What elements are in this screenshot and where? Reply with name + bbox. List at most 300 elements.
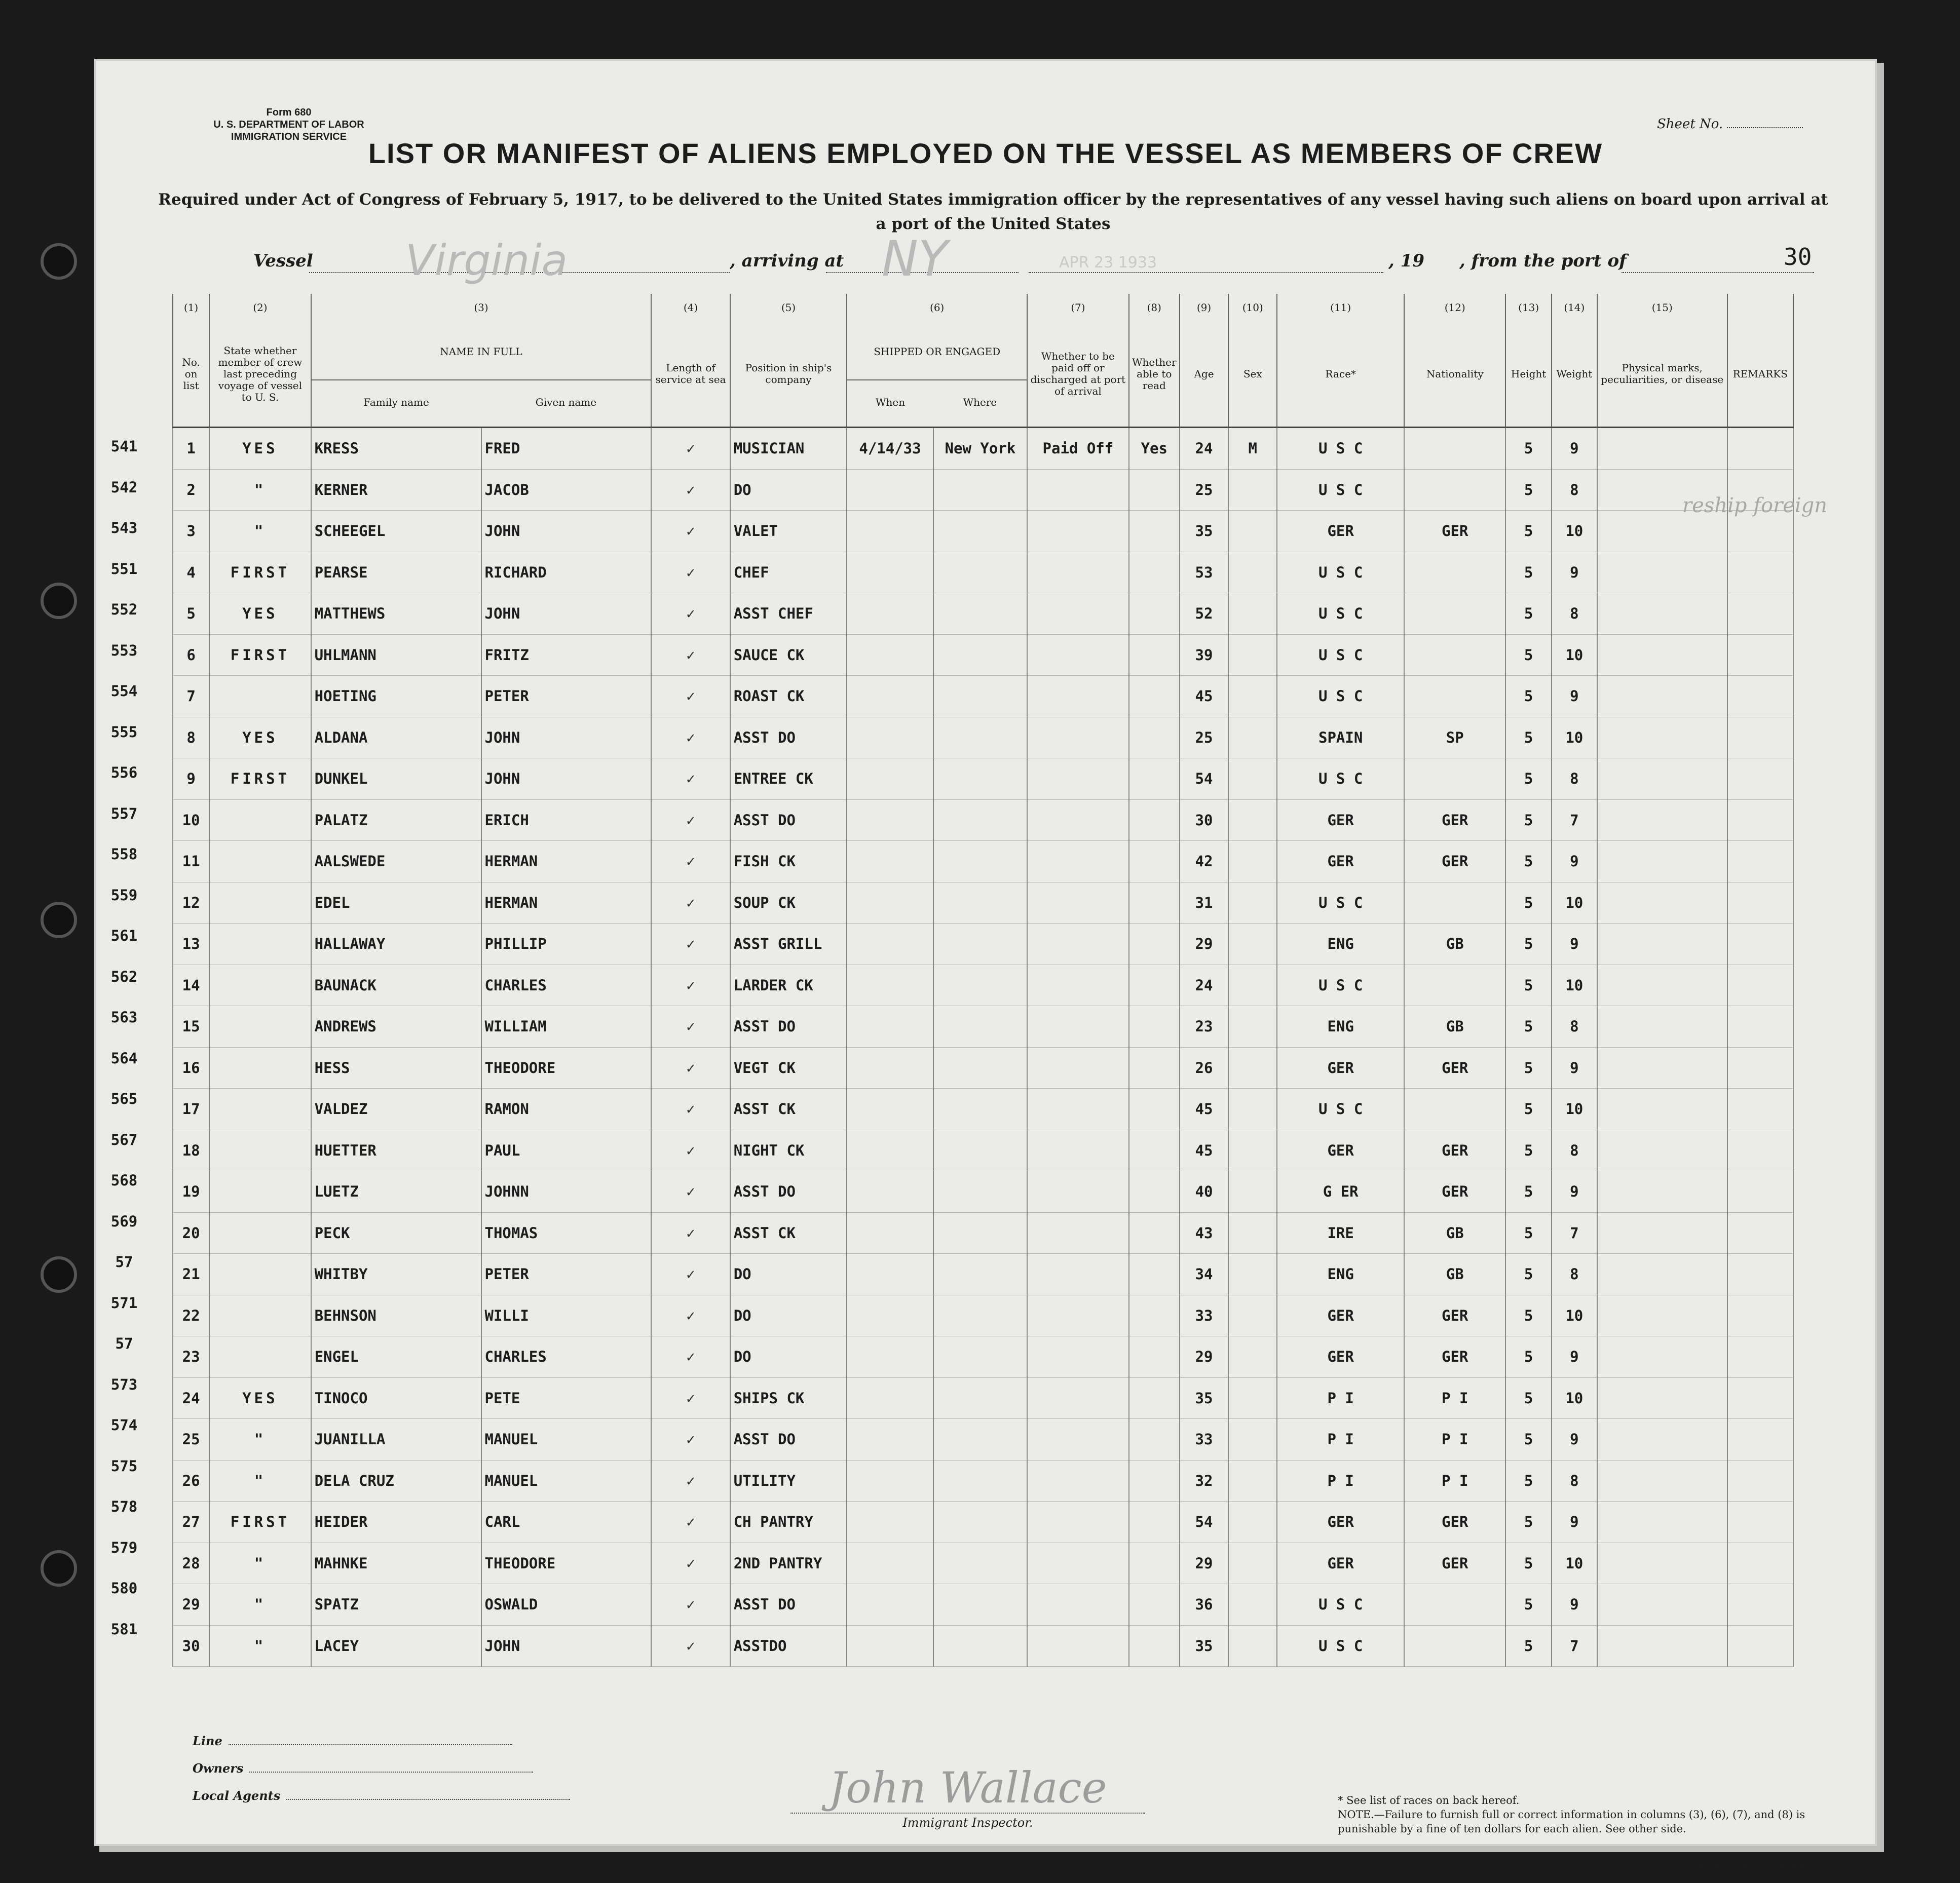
shipped-when — [847, 1295, 933, 1336]
race: ENG — [1277, 1254, 1404, 1295]
col-num-12: (12) — [1404, 294, 1506, 321]
row-reference-number: 568 — [110, 1172, 138, 1189]
sex — [1228, 758, 1277, 800]
service-check: ✓ — [651, 469, 730, 511]
prior-voyage-status — [209, 882, 311, 924]
position: ASST CK — [730, 1089, 847, 1130]
age: 30 — [1180, 799, 1228, 841]
age: 43 — [1180, 1212, 1228, 1254]
position: ASST DO — [730, 717, 847, 758]
shipped-when — [847, 1336, 933, 1378]
line-underline — [229, 1744, 512, 1745]
shipped-where: New York — [933, 428, 1027, 470]
remarks — [1727, 799, 1793, 841]
table-row — [173, 841, 1793, 882]
shipped-when — [847, 1171, 933, 1213]
weight: 10 — [1552, 511, 1597, 552]
header-name-in-full — [311, 321, 652, 428]
prior-voyage-status: FIRST — [209, 758, 311, 800]
prior-voyage-status — [209, 1006, 311, 1048]
physical-marks — [1597, 593, 1727, 635]
nationality: P I — [1404, 1419, 1506, 1461]
family-name: HALLAWAY — [311, 924, 481, 965]
sex — [1228, 1295, 1277, 1336]
family-name: SPATZ — [311, 1584, 481, 1626]
paid-off — [1027, 1212, 1129, 1254]
race: GER — [1277, 841, 1404, 882]
nationality: GER — [1404, 1171, 1506, 1213]
nationality: GER — [1404, 1502, 1506, 1543]
header-physical-marks: Physical marks, peculiarities, or disease — [1597, 321, 1727, 428]
weight: 10 — [1552, 717, 1597, 758]
age: 29 — [1180, 1543, 1228, 1584]
age: 29 — [1180, 1336, 1228, 1378]
position: ASST DO — [730, 1584, 847, 1626]
able-to-read — [1129, 965, 1180, 1006]
age: 25 — [1180, 717, 1228, 758]
prior-voyage-status — [209, 1047, 311, 1089]
row-reference-number: 542 — [110, 478, 138, 496]
shipped-when — [847, 1130, 933, 1171]
family-name: KERNER — [311, 469, 481, 511]
prior-voyage-status: FIRST — [209, 1502, 311, 1543]
physical-marks — [1597, 1419, 1727, 1461]
row-number: 11 — [173, 841, 209, 882]
weight: 9 — [1552, 552, 1597, 593]
shipped-when — [847, 469, 933, 511]
footnote-penalty: NOTE.—Failure to furnish full or correct information in columns (3), (6), (7), and (8) is punishable by a fine of ten dollars for each alien. See other side. — [1338, 1809, 1805, 1835]
paid-off — [1027, 1502, 1129, 1543]
paid-off — [1027, 717, 1129, 758]
shipped-where — [933, 1130, 1027, 1171]
table-row — [173, 469, 1793, 511]
table-row — [173, 758, 1793, 800]
header-height: Height — [1505, 321, 1551, 428]
nationality: GER — [1404, 1295, 1506, 1336]
able-to-read — [1129, 1625, 1180, 1667]
manifest-sheet — [96, 61, 1875, 1870]
paid-off — [1027, 1377, 1129, 1419]
sex — [1228, 1130, 1277, 1171]
height: 5 — [1505, 882, 1551, 924]
shipped-where — [933, 676, 1027, 717]
remarks — [1727, 428, 1793, 470]
prior-voyage-status — [209, 841, 311, 882]
row-reference-number: 557 — [110, 804, 138, 822]
position: CH PANTRY — [730, 1502, 847, 1543]
weight: 10 — [1552, 882, 1597, 924]
row-number: 1 — [173, 428, 209, 470]
paid-off — [1027, 1089, 1129, 1130]
weight: 9 — [1552, 841, 1597, 882]
paid-off — [1027, 1047, 1129, 1089]
race: GER — [1277, 1336, 1404, 1378]
shipped-when — [847, 1377, 933, 1419]
prior-voyage-status: " — [209, 1543, 311, 1584]
row-number: 14 — [173, 965, 209, 1006]
race: GER — [1277, 1047, 1404, 1089]
physical-marks — [1597, 1543, 1727, 1584]
row-number: 13 — [173, 924, 209, 965]
nationality: GER — [1404, 1130, 1506, 1171]
position: ASST CK — [730, 1212, 847, 1254]
col-num-3: (3) — [311, 294, 652, 321]
shipped-when — [847, 511, 933, 552]
service-check: ✓ — [651, 924, 730, 965]
col-num-6: (6) — [847, 294, 1027, 321]
position: DO — [730, 1295, 847, 1336]
prior-voyage-status: " — [209, 469, 311, 511]
column-numbers-row — [173, 294, 1793, 321]
table-row — [173, 1377, 1793, 1419]
nationality — [1404, 1089, 1506, 1130]
prior-voyage-status: " — [209, 1625, 311, 1667]
weight: 9 — [1552, 1171, 1597, 1213]
sheet-no-field — [1657, 117, 1803, 132]
height: 5 — [1505, 1584, 1551, 1626]
row-number: 3 — [173, 511, 209, 552]
service-check: ✓ — [651, 1377, 730, 1419]
race: P I — [1277, 1460, 1404, 1502]
shipped-where — [933, 882, 1027, 924]
physical-marks — [1597, 1130, 1727, 1171]
shipped-when — [847, 1584, 933, 1626]
able-to-read — [1129, 1377, 1180, 1419]
shipped-where — [933, 1502, 1027, 1543]
given-name: JACOB — [481, 469, 652, 511]
header-no-on-list: No. on list — [173, 321, 209, 428]
nationality — [1404, 593, 1506, 635]
shipped-label: SHIPPED OR ENGAGED — [847, 324, 1027, 380]
header-nationality: Nationality — [1404, 321, 1506, 428]
owners-field — [193, 1755, 570, 1782]
height: 5 — [1505, 552, 1551, 593]
family-name: LUETZ — [311, 1171, 481, 1213]
paid-off — [1027, 1130, 1129, 1171]
remarks — [1727, 634, 1793, 676]
header-state-member: State whether member of crew last preceding voyage of vessel to U. S. — [209, 321, 311, 428]
service-check: ✓ — [651, 593, 730, 635]
able-to-read — [1129, 552, 1180, 593]
header-position: Position in ship's company — [730, 321, 847, 428]
height: 5 — [1505, 1460, 1551, 1502]
col-num-9: (9) — [1180, 294, 1228, 321]
weight: 10 — [1552, 1295, 1597, 1336]
position: ENTREE CK — [730, 758, 847, 800]
nationality: GER — [1404, 799, 1506, 841]
shipped-where — [933, 1047, 1027, 1089]
remarks — [1727, 1377, 1793, 1419]
able-to-read — [1129, 1171, 1180, 1213]
sex — [1228, 1460, 1277, 1502]
row-reference-number: 541 — [110, 438, 138, 455]
position: ROAST CK — [730, 676, 847, 717]
shipped-where — [933, 1584, 1027, 1626]
physical-marks — [1597, 428, 1727, 470]
paid-off — [1027, 1171, 1129, 1213]
paid-off — [1027, 1254, 1129, 1295]
able-to-read — [1129, 1006, 1180, 1048]
family-name: BAUNACK — [311, 965, 481, 1006]
position: FISH CK — [730, 841, 847, 882]
able-to-read — [1129, 1336, 1180, 1378]
form-department: U. S. DEPARTMENT OF LABOR — [213, 119, 364, 130]
position: ASST DO — [730, 1006, 847, 1048]
given-name: WILLI — [481, 1295, 652, 1336]
paid-off — [1027, 841, 1129, 882]
row-number: 10 — [173, 799, 209, 841]
shipped-where — [933, 1336, 1027, 1378]
weight: 7 — [1552, 799, 1597, 841]
nationality: GB — [1404, 1254, 1506, 1295]
race: U S C — [1277, 965, 1404, 1006]
row-number: 5 — [173, 593, 209, 635]
weight: 10 — [1552, 965, 1597, 1006]
family-name-label: Family name — [363, 396, 429, 408]
weight: 7 — [1552, 1212, 1597, 1254]
prior-voyage-status — [209, 799, 311, 841]
age: 33 — [1180, 1295, 1228, 1336]
row-number: 23 — [173, 1336, 209, 1378]
weight: 8 — [1552, 1006, 1597, 1048]
nationality — [1404, 634, 1506, 676]
weight: 8 — [1552, 469, 1597, 511]
given-name: HERMAN — [481, 841, 652, 882]
able-to-read — [1129, 676, 1180, 717]
race: U S C — [1277, 882, 1404, 924]
family-name: PEARSE — [311, 552, 481, 593]
physical-marks — [1597, 1006, 1727, 1048]
weight: 10 — [1552, 1543, 1597, 1584]
remarks — [1727, 1212, 1793, 1254]
paid-off — [1027, 799, 1129, 841]
age: 42 — [1180, 841, 1228, 882]
given-name: PAUL — [481, 1130, 652, 1171]
shipped-when — [847, 1212, 933, 1254]
family-name: TINOCO — [311, 1377, 481, 1419]
row-reference-number: 57 — [115, 1335, 133, 1352]
binder-hole — [41, 243, 77, 280]
row-number: 30 — [173, 1625, 209, 1667]
page-subtitle: Required under Act of Congress of February 5, 1917, to be delivered to the United States immigration officer by the representatives of any vessel having such aliens on board upon arrival at a port of the United States — [158, 190, 1828, 233]
shipped-where — [933, 965, 1027, 1006]
given-name: OSWALD — [481, 1584, 652, 1626]
nationality: P I — [1404, 1460, 1506, 1502]
col-num-11: (11) — [1277, 294, 1404, 321]
nationality: GER — [1404, 1336, 1506, 1378]
sex — [1228, 552, 1277, 593]
date-dotline — [1029, 272, 1383, 273]
nationality: SP — [1404, 717, 1506, 758]
physical-marks — [1597, 1171, 1727, 1213]
table-row — [173, 1502, 1793, 1543]
service-check: ✓ — [651, 1047, 730, 1089]
able-to-read — [1129, 1419, 1180, 1461]
given-name: ERICH — [481, 799, 652, 841]
row-reference-number: 574 — [110, 1416, 138, 1434]
remarks — [1727, 1460, 1793, 1502]
prior-voyage-status: " — [209, 1460, 311, 1502]
paid-off — [1027, 965, 1129, 1006]
shipped-when — [847, 1006, 933, 1048]
remarks — [1727, 1295, 1793, 1336]
able-to-read — [1129, 882, 1180, 924]
nationality: P I — [1404, 1377, 1506, 1419]
line-field — [193, 1727, 570, 1755]
shipped-when — [847, 1254, 933, 1295]
height: 5 — [1505, 841, 1551, 882]
age: 35 — [1180, 1377, 1228, 1419]
remarks — [1727, 717, 1793, 758]
form-number: Form 680 — [266, 107, 312, 118]
nationality — [1404, 1584, 1506, 1626]
age: 26 — [1180, 1047, 1228, 1089]
col-num-15: (15) — [1597, 294, 1727, 321]
row-number: 8 — [173, 717, 209, 758]
physical-marks — [1597, 1336, 1727, 1378]
given-name: CHARLES — [481, 965, 652, 1006]
physical-marks — [1597, 717, 1727, 758]
sheet-no-label: Sheet No. — [1657, 117, 1723, 132]
given-name: JOHNN — [481, 1171, 652, 1213]
weight: 8 — [1552, 1460, 1597, 1502]
race: P I — [1277, 1377, 1404, 1419]
shipped-when — [847, 634, 933, 676]
nationality: GER — [1404, 1047, 1506, 1089]
binder-hole — [41, 902, 77, 938]
age: 32 — [1180, 1460, 1228, 1502]
race: U S C — [1277, 1089, 1404, 1130]
weight: 9 — [1552, 428, 1597, 470]
shipped-where — [933, 1419, 1027, 1461]
col-num-remarks — [1727, 294, 1793, 321]
position: 2ND PANTRY — [730, 1543, 847, 1584]
given-name: JOHN — [481, 758, 652, 800]
height: 5 — [1505, 676, 1551, 717]
remarks — [1727, 1254, 1793, 1295]
sex: M — [1228, 428, 1277, 470]
race: U S C — [1277, 634, 1404, 676]
table-row — [173, 1543, 1793, 1584]
service-check: ✓ — [651, 1006, 730, 1048]
age: 52 — [1180, 593, 1228, 635]
shipped-when: 4/14/33 — [847, 428, 933, 470]
row-number: 6 — [173, 634, 209, 676]
service-check: ✓ — [651, 758, 730, 800]
row-reference-number: 581 — [110, 1620, 138, 1638]
weight: 8 — [1552, 1254, 1597, 1295]
service-check: ✓ — [651, 1502, 730, 1543]
given-name: RICHARD — [481, 552, 652, 593]
height: 5 — [1505, 469, 1551, 511]
sex — [1228, 1584, 1277, 1626]
given-name: PHILLIP — [481, 924, 652, 965]
able-to-read — [1129, 1543, 1180, 1584]
family-name: VALDEZ — [311, 1089, 481, 1130]
row-number: 29 — [173, 1584, 209, 1626]
sex — [1228, 799, 1277, 841]
shipped-when — [847, 841, 933, 882]
row-reference-number: 556 — [110, 764, 138, 781]
row-number: 4 — [173, 552, 209, 593]
footnote-races: * See list of races on back hereof. — [1338, 1794, 1520, 1807]
prior-voyage-status: FIRST — [209, 552, 311, 593]
height: 5 — [1505, 1295, 1551, 1336]
given-name: FRED — [481, 428, 652, 470]
given-name: CHARLES — [481, 1336, 652, 1378]
shipped-where — [933, 1625, 1027, 1667]
header-length-of-service: Length of service at sea — [651, 321, 730, 428]
inspector-label: Immigrant Inspector. — [790, 1813, 1145, 1830]
shipped-where — [933, 1295, 1027, 1336]
row-number: 21 — [173, 1254, 209, 1295]
age: 54 — [1180, 758, 1228, 800]
row-number: 24 — [173, 1377, 209, 1419]
shipped-where — [933, 758, 1027, 800]
given-name: JOHN — [481, 511, 652, 552]
nationality: GER — [1404, 511, 1506, 552]
able-to-read — [1129, 593, 1180, 635]
row-reference-number: 573 — [110, 1375, 138, 1393]
row-reference-number: 580 — [110, 1580, 138, 1597]
family-name: DELA CRUZ — [311, 1460, 481, 1502]
shipped-subheaders — [847, 380, 1027, 424]
remarks — [1727, 1089, 1793, 1130]
row-reference-number: 543 — [110, 519, 138, 536]
row-reference-number: 571 — [110, 1294, 138, 1312]
family-name: MAHNKE — [311, 1543, 481, 1584]
row-reference-number: 575 — [110, 1457, 138, 1475]
sex — [1228, 1336, 1277, 1378]
position: LARDER CK — [730, 965, 847, 1006]
service-check: ✓ — [651, 511, 730, 552]
weight: 9 — [1552, 1336, 1597, 1378]
weight: 10 — [1552, 1377, 1597, 1419]
col-num-14: (14) — [1552, 294, 1597, 321]
service-check: ✓ — [651, 1460, 730, 1502]
row-number: 18 — [173, 1130, 209, 1171]
physical-marks — [1597, 634, 1727, 676]
paid-off — [1027, 882, 1129, 924]
weight: 10 — [1552, 1089, 1597, 1130]
family-name: LACEY — [311, 1625, 481, 1667]
col-num-10: (10) — [1228, 294, 1277, 321]
header-remarks: REMARKS — [1727, 321, 1793, 428]
position: CHEF — [730, 552, 847, 593]
height: 5 — [1505, 1377, 1551, 1419]
sex — [1228, 469, 1277, 511]
race: GER — [1277, 799, 1404, 841]
height: 5 — [1505, 1089, 1551, 1130]
shipped-where — [933, 1254, 1027, 1295]
service-check: ✓ — [651, 1584, 730, 1626]
able-to-read — [1129, 511, 1180, 552]
physical-marks — [1597, 758, 1727, 800]
remarks — [1727, 1336, 1793, 1378]
given-name: THOMAS — [481, 1212, 652, 1254]
shipped-when — [847, 676, 933, 717]
table-row — [173, 1089, 1793, 1130]
age: 24 — [1180, 965, 1228, 1006]
physical-marks — [1597, 1047, 1727, 1089]
paid-off — [1027, 1625, 1129, 1667]
col-num-5: (5) — [730, 294, 847, 321]
shipped-where — [933, 841, 1027, 882]
physical-marks — [1597, 1460, 1727, 1502]
service-check: ✓ — [651, 676, 730, 717]
year-label: , 19 — [1388, 251, 1424, 271]
header-race: Race* — [1277, 321, 1404, 428]
